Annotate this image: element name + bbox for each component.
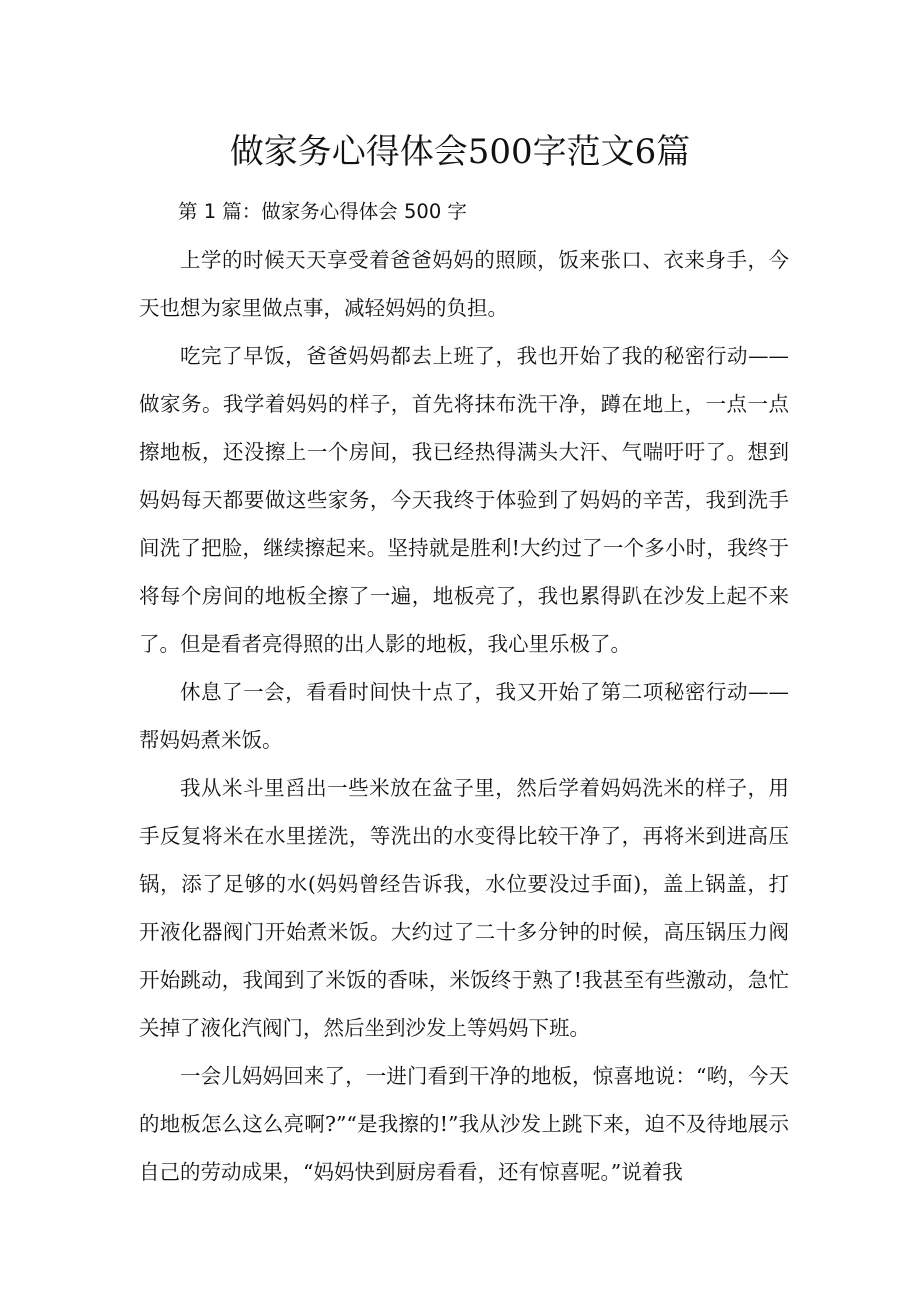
document-title: 做家务心得体会500字范文6篇	[229, 132, 691, 172]
paragraph: 我从米斗里舀出一些米放在盆子里，然后学着妈妈洗米的样子，用手反复将米在水里搓洗，等洗出的水变得比较干净了，再将米到进高压锅，添了足够的水(妈妈曾经告诉我，水位要没过手面)，盖上锅盖，打开液化器阀门开始煮米饭。大约过了二十多分钟的时候，高压锅压力阀开始跳动，我闻到了米饭的香味，米饭终于熟了!我甚至有些激动，急忙关掉了液化汽阀门，然后坐到沙发上等妈妈下班。	[139, 776, 789, 1040]
document-body	[139, 188, 789, 1196]
paragraph: 一会儿妈妈回来了，一进门看到干净的地板，惊喜地说：“哟，今天的地板怎么这么亮啊?”“是我擦的!”我从沙发上跳下来，迫不及待地展示自己的劳动成果，“妈妈快到厨房看看，还有惊喜呢。”说着我	[139, 1064, 789, 1184]
paragraph: 吃完了早饭，爸爸妈妈都去上班了，我也开始了我的秘密行动——做家务。我学着妈妈的样子，首先将抹布洗干净，蹲在地上，一点一点擦地板，还没擦上一个房间，我已经热得满头大汗、气喘吁吁了。想到妈妈每天都要做这些家务，今天我终于体验到了妈妈的辛苦，我到洗手间洗了把脸，继续擦起来。坚持就是胜利!大约过了一个多小时，我终于将每个房间的地板全擦了一遍，地板亮了，我也累得趴在沙发上起不来了。但是看者亮得照的出人影的地板，我心里乐极了。	[139, 344, 789, 656]
paragraph: 上学的时候天天享受着爸爸妈妈的照顾，饭来张口、衣来身手，今天也想为家里做点事，减轻妈妈的负担。	[139, 248, 789, 320]
section-heading: 第 1 篇：做家务心得体会 500 字	[178, 200, 467, 223]
paragraph: 休息了一会，看看时间快十点了，我又开始了第二项秘密行动——帮妈妈煮米饭。	[139, 680, 789, 752]
